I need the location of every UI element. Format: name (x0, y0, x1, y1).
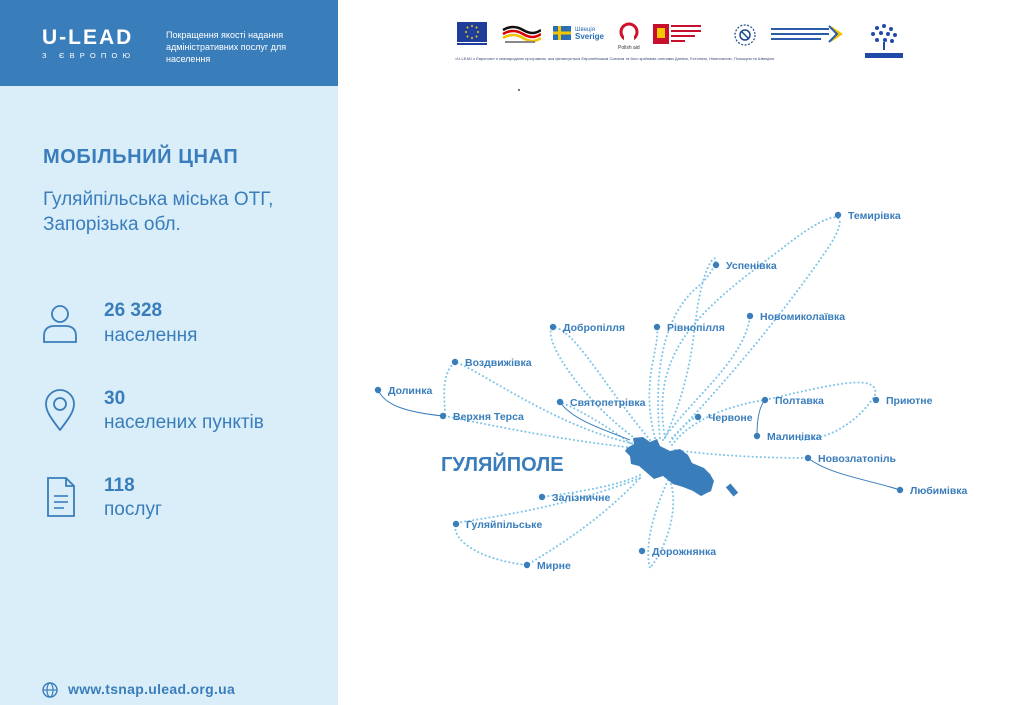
settlement-dot (452, 359, 458, 365)
hulyaipole-territory (625, 437, 714, 496)
settlement-dot (835, 212, 841, 218)
settlement-label: Залізничне (552, 492, 611, 504)
settlements-label: населених пунктів (104, 412, 264, 433)
settlement-label: Червоне (708, 412, 753, 424)
settlement-label: Гуляйпільське (466, 519, 543, 531)
logo-subtitle: З ЄВРОПОЮ (42, 51, 136, 60)
settlement-label: Приютне (886, 395, 933, 407)
svg-text:Швеція: Швеція (575, 27, 595, 33)
settlement-dot (524, 562, 530, 568)
settlement-dot (539, 494, 545, 500)
connection-routes (444, 217, 875, 568)
settlement-label: Малинівка (767, 431, 822, 443)
settlement-label: Полтавка (775, 395, 824, 407)
settlement-label: Успенівка (726, 260, 777, 272)
settlement-dot (440, 413, 446, 419)
settlement-label: Любимівка (910, 485, 968, 497)
tagline: Покращення якості надання адміністративних послуг для населення (166, 30, 287, 64)
settlements-value: 30 (104, 388, 126, 409)
settlement-dot (873, 397, 879, 403)
community-map (338, 90, 1020, 705)
polish-aid-logo (617, 22, 641, 50)
settlement-label: Долинка (388, 385, 433, 397)
svg-text:Sverige: Sverige (575, 32, 604, 41)
settlement-markers (375, 210, 968, 572)
settlement-label: Добропілля (563, 322, 626, 334)
settlement-label: Мирне (537, 560, 571, 572)
settlement-label: Дорожнянка (652, 546, 717, 558)
settlement-dot (897, 487, 903, 493)
services-value: 118 (104, 475, 135, 496)
settlement-label: Темирівка (848, 210, 901, 222)
page-title: МОБІЛЬНИЙ ЦНАП (43, 146, 239, 168)
website-link[interactable]: www.tsnap.ulead.org.ua (68, 681, 236, 697)
settlement-label: Верхня Терса (453, 411, 524, 423)
territory-enclave (726, 483, 738, 496)
population-value: 26 328 (104, 300, 163, 321)
u-lead-logo: U-LEAD (42, 26, 134, 49)
partners-disclaimer: «U-LEAD з Європою» є міжнародною програмою, яка фінансується Європейським Союзом та його країнами-членами Данією, Естонією, Німеччиною, Польщею та Швецією (455, 56, 775, 61)
settlement-label: Новозлатопіль (818, 453, 896, 465)
ministry-logo (771, 22, 845, 46)
settlement-label: Святопетрівка (570, 397, 646, 409)
settlement-dot (762, 397, 768, 403)
settlement-dot (639, 548, 645, 554)
sidebar-panel (0, 0, 338, 705)
denmark-logo (653, 22, 703, 46)
settlement-dot (453, 521, 459, 527)
brand-header (0, 0, 338, 86)
document-icon (42, 476, 78, 518)
services-label: послуг (104, 499, 162, 520)
person-icon (42, 302, 78, 344)
svg-text:Polish aid: Polish aid (618, 45, 640, 50)
center-label: ГУЛЯЙПОЛЕ (441, 454, 564, 476)
settlement-dot (654, 324, 660, 330)
sweden-logo (553, 22, 607, 46)
settlement-dot (550, 324, 556, 330)
settlement-dot (805, 455, 811, 461)
germany-logo (501, 22, 541, 46)
settlement-label: Рівнопілля (667, 322, 725, 334)
settlement-label: Воздвижівка (465, 357, 532, 369)
population-label: населення (104, 325, 198, 346)
settlement-dot (375, 387, 381, 393)
settlement-label: Новомиколаївка (760, 311, 846, 323)
location-pin-icon (42, 389, 78, 431)
globe-icon (42, 682, 58, 698)
settlement-dot (747, 313, 753, 319)
settlement-dot (754, 433, 760, 439)
eu-flag-logo (457, 22, 487, 46)
page-subtitle: Гуляйпільська міська ОТГ, Запорізька обл. (43, 189, 274, 235)
settlement-dot (713, 262, 719, 268)
estonia-logo (733, 22, 757, 48)
settlement-dot (557, 399, 563, 405)
settlement-dot (695, 414, 701, 420)
